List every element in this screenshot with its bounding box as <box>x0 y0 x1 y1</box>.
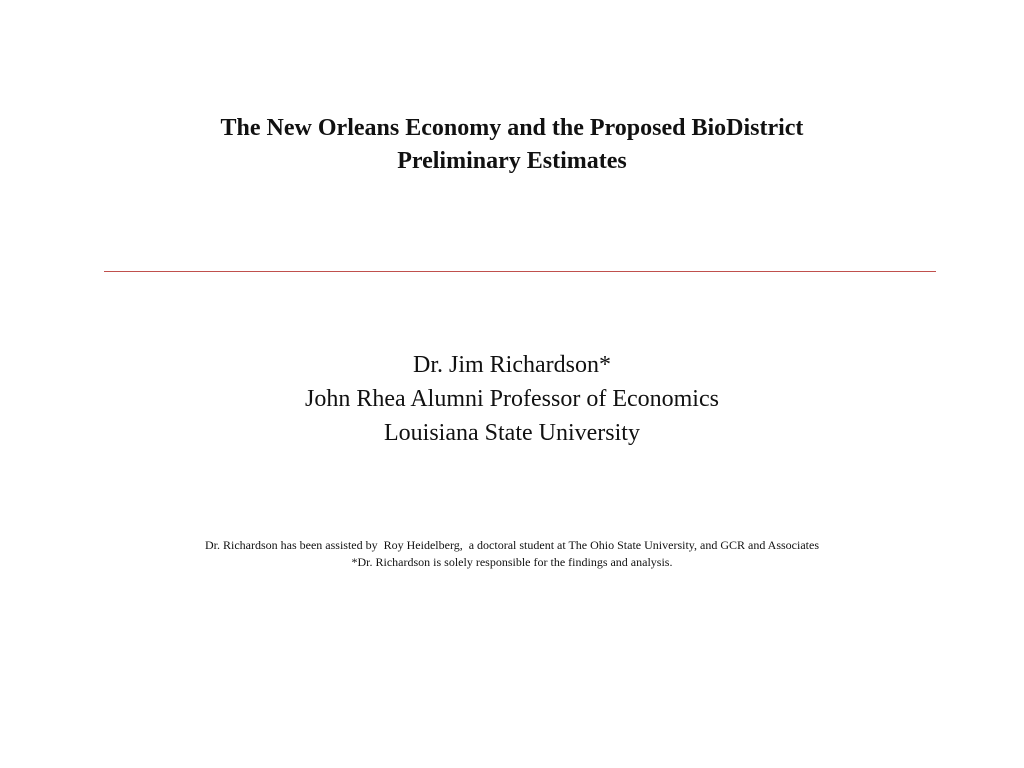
assistance-note: Dr. Richardson has been assisted by Roy Heidelberg, a doctoral student at The Ohio State University, and GCR and Associates <box>205 538 819 552</box>
accent-divider <box>104 271 936 272</box>
author-position: John Rhea Alumni Professor of Economics <box>305 386 719 412</box>
title-line-1: The New Orleans Economy and the Proposed BioDistrict <box>220 115 804 141</box>
disclaimer-note: *Dr. Richardson is solely responsible for the findings and analysis. <box>351 555 673 569</box>
author-institution: Louisiana State University <box>384 420 640 446</box>
footnotes <box>0 537 1024 571</box>
author-name: Dr. Jim Richardson* <box>413 352 611 378</box>
title-line-2: Preliminary Estimates <box>397 148 627 174</box>
slide-title <box>0 112 1024 178</box>
author-info <box>0 348 1024 450</box>
